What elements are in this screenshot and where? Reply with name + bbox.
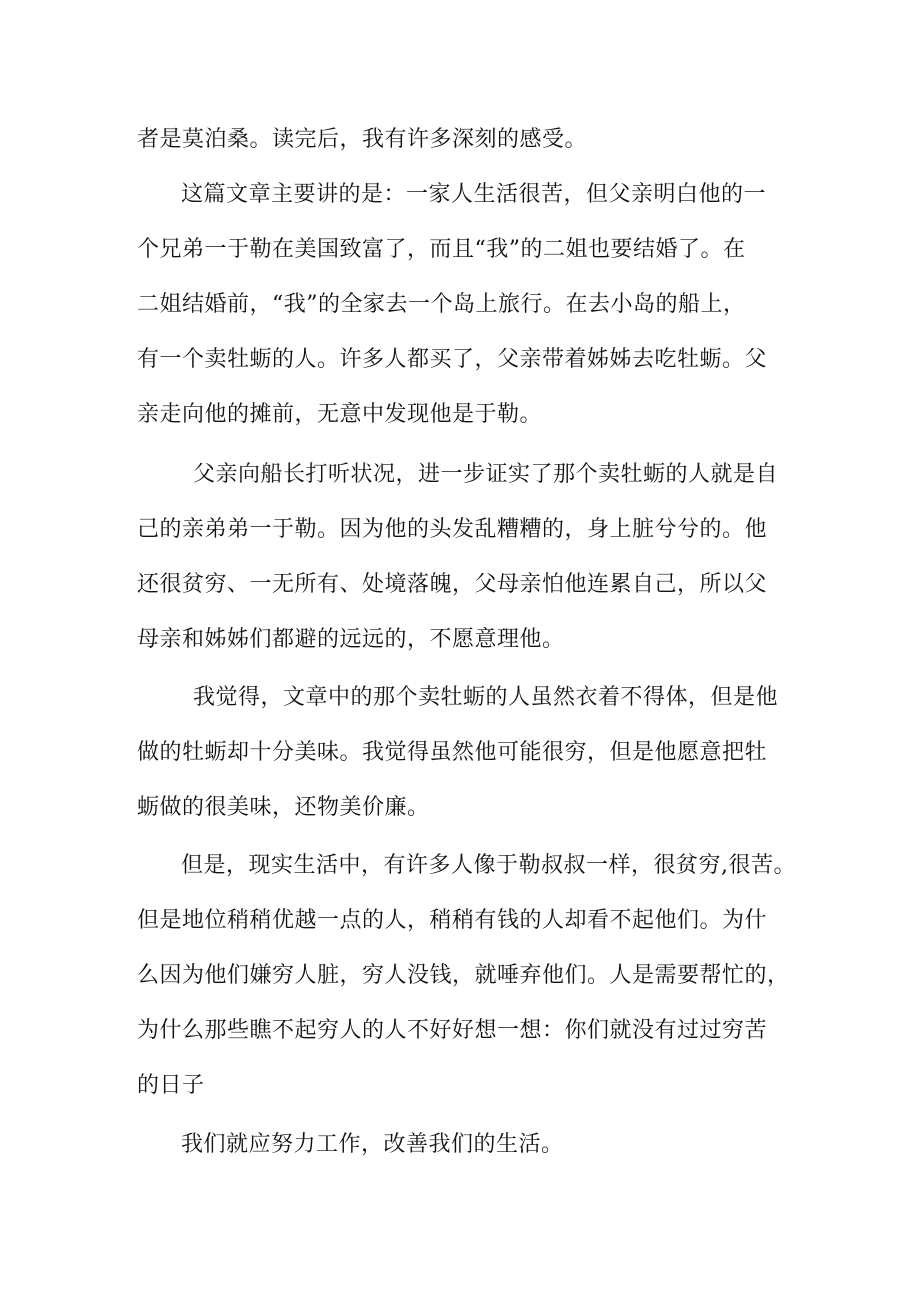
paragraph-line: 母亲和姊姊们都避的远远的，不愿意理他。 <box>137 627 565 652</box>
paragraph-line: 但是地位稍稍优越一点的人，稍稍有钱的人却看不起他们。为什 <box>137 908 768 933</box>
paragraph-line: 但是，现实生活中，有许多人像于勒叔叔一样，很贫穷,很苦。 <box>181 853 796 878</box>
paragraph-4 <box>137 670 797 835</box>
paragraph-2 <box>137 167 797 442</box>
paragraph-line: 蛎做的很美味，还物美价廉。 <box>137 795 430 820</box>
paragraph-line: 还很贫穷、一无所有、处境落魄，父母亲怕他连累自己，所以父 <box>137 572 768 597</box>
paragraph-line: 父亲向船长打听状况，进一步证实了那个卖牡蛎的人就是自 <box>193 462 779 487</box>
paragraph-line: 为什么那些瞧不起穷人的人不好好想一想：你们就没有过过穷苦 <box>137 1018 768 1043</box>
paragraph-line: 己的亲弟弟一于勒。因为他的头发乱糟糟的，身上脏兮兮的。他 <box>137 517 768 542</box>
paragraph-3 <box>137 447 797 667</box>
paragraph-line: 做的牡蛎却十分美味。我觉得虽然他可能很穷，但是他愿意把牡 <box>137 740 768 765</box>
paragraph-line: 我们就应努力工作，改善我们的生活。 <box>181 1132 564 1157</box>
paragraph-line: 亲走向他的摊前，无意中发现他是于勒。 <box>137 402 543 427</box>
paragraph-line: 个兄弟一于勒在美国致富了，而且“我”的二姐也要结婚了。在 <box>137 237 746 262</box>
paragraph-line: 者是莫泊桑。读完后，我有许多深刻的感受。 <box>137 127 588 152</box>
paragraph-line: 这篇文章主要讲的是：一家人生活很苦，但父亲明白他的一 <box>181 182 767 207</box>
paragraph-1 <box>137 112 797 167</box>
paragraph-line: 的日子 <box>137 1073 205 1098</box>
paragraph-line: 有一个卖牡蛎的人。许多人都买了，父亲带着姊姊去吃牡蛎。父 <box>137 347 768 372</box>
paragraph-5 <box>137 838 797 1113</box>
paragraph-line: 我觉得，文章中的那个卖牡蛎的人虽然衣着不得体，但是他 <box>193 685 779 710</box>
paragraph-6 <box>137 1117 797 1172</box>
paragraph-line: 么因为他们嫌穷人脏，穷人没钱，就唾弃他们。人是需要帮忙的， <box>137 963 790 988</box>
paragraph-line: 二姐结婚前，“我”的全家去一个岛上旅行。在去小岛的船上， <box>137 292 746 317</box>
